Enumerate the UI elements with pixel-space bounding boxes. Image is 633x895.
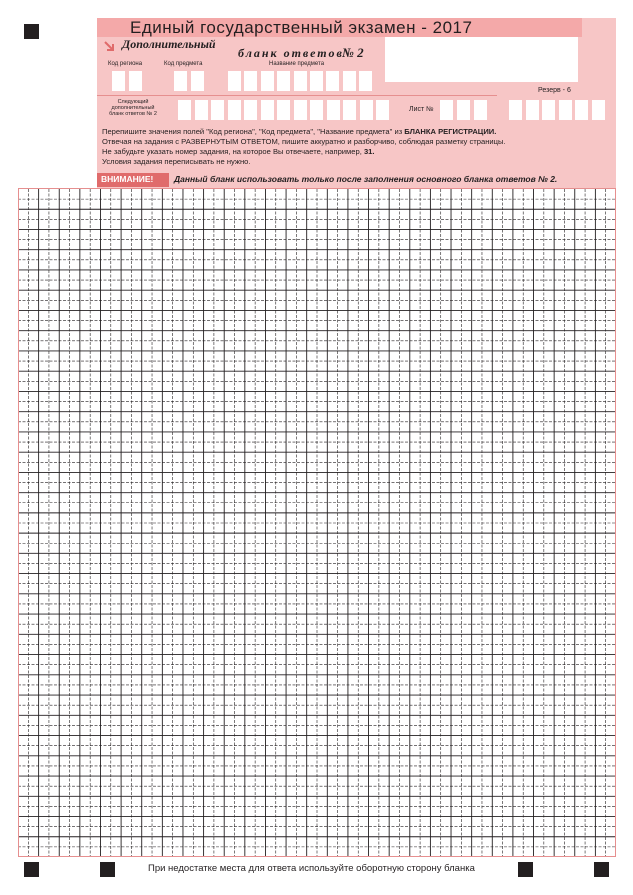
next-blank-cell[interactable] [277, 100, 290, 120]
exam-title: Единый государственный экзамен - 2017 [130, 18, 473, 37]
reserve-cell[interactable] [509, 100, 522, 120]
subject-code-cell[interactable] [174, 71, 187, 91]
instructions-block [102, 127, 506, 167]
subject-name-cell[interactable] [359, 71, 372, 91]
reserve-cell[interactable] [526, 100, 539, 120]
next-blank-cell[interactable] [195, 100, 208, 120]
next-blank-cell[interactable] [178, 100, 191, 120]
next-blank-cell[interactable] [294, 100, 307, 120]
row-separator [97, 95, 497, 96]
subject-name-cell[interactable] [277, 71, 290, 91]
subject-code-label: Код предмета [164, 61, 203, 67]
subject-name-cell[interactable] [228, 71, 241, 91]
instruction-line-2: Отвечая на задания с РАЗВЕРНУТЫМ ОТВЕТОМ, пишите аккуратно и разборчиво, соблюдая разметку страницы. [102, 137, 506, 146]
answer-grid-border [18, 188, 616, 857]
corner-marker-bottom-right [594, 862, 609, 877]
corner-marker-top-left [24, 24, 39, 39]
corner-marker-bottom-mid-left [100, 862, 115, 877]
subject-name-cell[interactable] [261, 71, 274, 91]
barcode-area [385, 37, 578, 82]
region-code-label: Код региона [108, 61, 143, 67]
subject-name-cell[interactable] [310, 71, 323, 91]
reserve-cell[interactable] [559, 100, 572, 120]
instruction-line-4: Условия задания переписывать не нужно. [102, 157, 251, 166]
next-blank-cell[interactable] [343, 100, 356, 120]
next-blank-cell[interactable] [376, 100, 389, 120]
blank-title-part1: Дополнительный [122, 37, 216, 51]
subject-name-cell[interactable] [326, 71, 339, 91]
region-code-cell[interactable] [129, 71, 142, 91]
subject-code-cell[interactable] [191, 71, 204, 91]
next-blank-cell[interactable] [228, 100, 241, 120]
attention-label: ВНИМАНИЕ! [101, 174, 154, 184]
next-blank-cell[interactable] [327, 100, 340, 120]
instruction-line-3: Не забудьте указать номер задания, на которое Вы отвечаете, например, 31. [102, 147, 375, 156]
subject-name-cell[interactable] [244, 71, 257, 91]
subject-name-label: Название предмета [269, 61, 325, 67]
instruction-line-1: Перепишите значения полей "Код региона", "Код предмета", "Название предмета" из БЛАНКА РЕГИСТРАЦИИ. [102, 127, 497, 136]
blank-number: № 2 [342, 45, 364, 60]
corner-marker-bottom-left [24, 862, 39, 877]
attention-message: Данный бланк использовать только после заполнения основного бланка ответов № 2. [174, 174, 558, 184]
reserve-cell[interactable] [542, 100, 555, 120]
next-blank-cell[interactable] [261, 100, 274, 120]
next-blank-cell[interactable] [360, 100, 373, 120]
subject-name-cell[interactable] [294, 71, 307, 91]
sheet-number-cell[interactable] [457, 100, 470, 120]
sheet-number-cell[interactable] [440, 100, 453, 120]
next-blank-cell[interactable] [211, 100, 224, 120]
reserve-cell[interactable] [575, 100, 588, 120]
reserve-label: Резерв - 6 [538, 87, 571, 94]
arrow-down-right-icon [104, 41, 116, 53]
next-blank-label: Следующий дополнительный бланк ответов № 2 [109, 99, 157, 117]
footer-note: При недостатке места для ответа используйте оборотную сторону бланка [148, 863, 475, 874]
sheet-number-label: Лист № [409, 106, 434, 113]
blank-title-part2: бланк ответов [238, 46, 344, 60]
region-code-cell[interactable] [112, 71, 125, 91]
subject-name-cell[interactable] [343, 71, 356, 91]
header-margin [53, 13, 97, 188]
sheet-number-cell[interactable] [474, 100, 487, 120]
corner-marker-bottom-mid-right [518, 862, 533, 877]
next-blank-cell[interactable] [244, 100, 257, 120]
next-blank-cell[interactable] [310, 100, 323, 120]
reserve-cell[interactable] [592, 100, 605, 120]
